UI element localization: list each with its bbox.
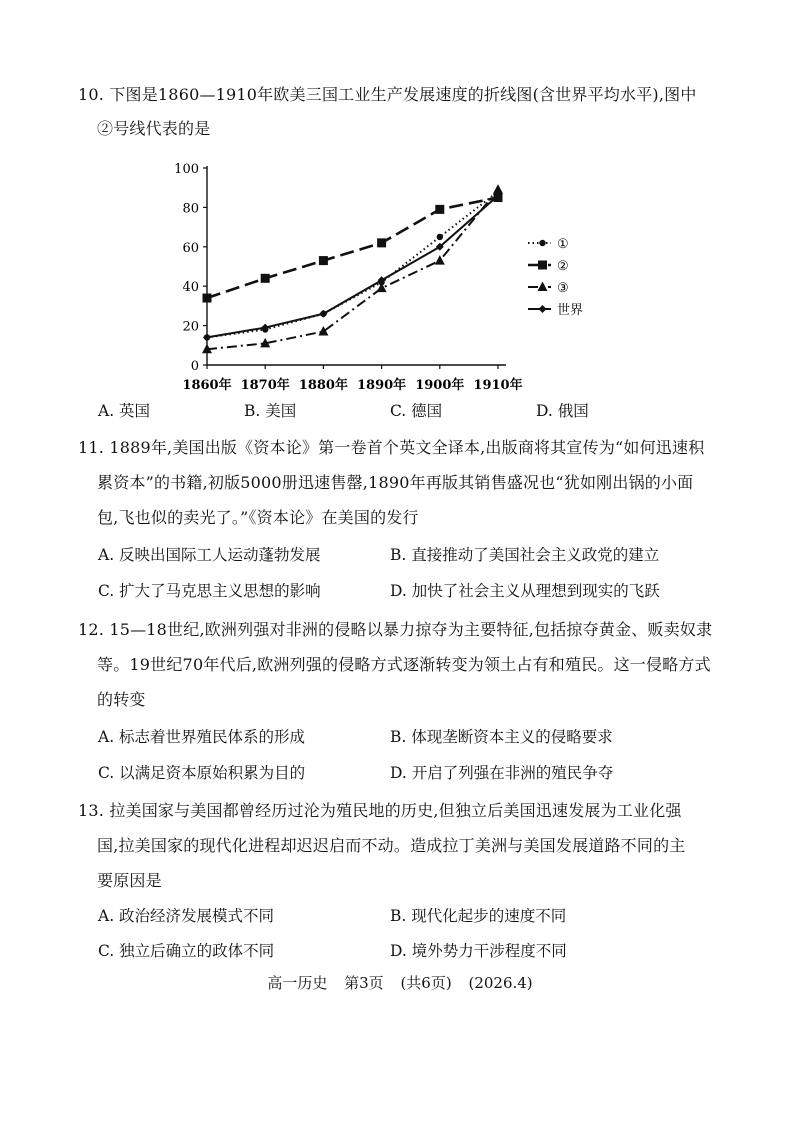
- q12-option-d[interactable]: D. 开启了列强在非洲的殖民争夺: [390, 764, 614, 782]
- page-footer: [0, 972, 800, 993]
- q12-option-c[interactable]: C. 以满足资本原始积累为目的: [98, 764, 306, 782]
- q11-option-a[interactable]: A. 反映出国际工人运动蓬勃发展: [98, 546, 321, 564]
- y-tick-label: 20: [182, 319, 199, 335]
- footer-total-pages: (共6页): [400, 974, 452, 992]
- q10-option-b[interactable]: B. 美国: [244, 402, 297, 420]
- series-4-point: [319, 310, 327, 318]
- legend-marker-1: [539, 240, 545, 246]
- q10-stem-line2: ②号线代表的是: [97, 119, 211, 138]
- y-tick-label: 80: [182, 201, 199, 217]
- q13-option-a[interactable]: A. 政治经济发展模式不同: [98, 907, 275, 925]
- q10-line-chart: [0, 158, 800, 398]
- q12-option-a[interactable]: A. 标志着世界殖民体系的形成: [98, 728, 306, 746]
- q12-stem-line2: 等。19世纪70年代后,欧洲列强的侵略方式逐渐转变为领土占有和殖民。这一侵略方式: [97, 655, 711, 674]
- legend-marker-2: [538, 261, 547, 270]
- series-3-point: [318, 326, 328, 336]
- x-tick-label: 1890年: [357, 378, 407, 393]
- x-tick-label: 1880年: [298, 378, 348, 393]
- q13-stem-line1: 13. 拉美国家与美国都曾经历过沦为殖民地的历史,但独立后美国迅速发展为工业化强: [78, 801, 682, 820]
- series-4-point: [203, 333, 211, 341]
- series-2-point: [377, 238, 386, 247]
- q13-stem-line2: 国,拉美国家的现代化进程却迟迟启而不动。造成拉丁美洲与美国发展道路不同的主: [97, 836, 686, 855]
- q12-stem-line3: 的转变: [97, 690, 146, 709]
- series-line-2: [207, 198, 498, 298]
- footer-date: (2026.4): [468, 974, 533, 992]
- y-tick-label: 60: [182, 240, 199, 256]
- legend-label-1: ①: [557, 237, 569, 252]
- legend-marker-3: [538, 282, 548, 292]
- series-2-point: [261, 274, 270, 283]
- y-tick-label: 40: [182, 280, 199, 296]
- x-tick-label: 1860年: [182, 378, 232, 393]
- footer-course: 高一历史: [267, 974, 328, 992]
- q13-option-b[interactable]: B. 现代化起步的速度不同: [390, 907, 567, 925]
- x-tick-label: 1900年: [415, 378, 465, 393]
- q10-stem-line1: 10. 下图是1860—1910年欧美三国工业生产发展速度的折线图(含世界平均水平),图中: [78, 85, 697, 104]
- q12-stem-line1: 12. 15—18世纪,欧洲列强对非洲的侵略以暴力掠夺为主要特征,包括掠夺黄金、贩卖奴隶: [78, 620, 713, 639]
- q13-option-c[interactable]: C. 独立后确立的政体不同: [98, 942, 275, 960]
- q10-option-d[interactable]: D. 俄国: [536, 402, 589, 420]
- series-2-point: [319, 256, 328, 265]
- series-2-point: [435, 205, 444, 214]
- series-2-point: [203, 294, 212, 303]
- x-tick-label: 1870年: [240, 378, 290, 393]
- series-line-1: [207, 192, 498, 338]
- q11-stem-line1: 11. 1889年,美国出版《资本论》第一卷首个英文全译本,出版商将其宣传为“如何迅速积: [78, 438, 705, 457]
- y-tick-label: 0: [190, 359, 199, 374]
- q13-option-d[interactable]: D. 境外势力干涉程度不同: [390, 942, 567, 960]
- legend-label-2: ②: [557, 259, 569, 274]
- series-1-point: [437, 234, 443, 240]
- legend-label-3: ③: [557, 281, 569, 296]
- q10-option-c[interactable]: C. 德国: [390, 402, 443, 420]
- y-tick-label: 100: [174, 162, 199, 177]
- series-line-4: [207, 196, 498, 338]
- series-line-3: [207, 190, 498, 350]
- q11-option-d[interactable]: D. 加快了社会主义从理想到现实的飞跃: [390, 582, 660, 600]
- legend-label-4: 世界: [557, 303, 584, 318]
- q11-stem-line2: 累资本”的书籍,初版5000册迅速售罄,1890年再版其销售盛况也“犹如刚出锅的小面: [97, 473, 694, 492]
- q10-option-a[interactable]: A. 英国: [98, 402, 151, 420]
- q12-option-b[interactable]: B. 体现垄断资本主义的侵略要求: [390, 728, 613, 746]
- q11-stem-line3: 包,飞也似的卖光了。”《资本论》在美国的发行: [97, 508, 419, 527]
- legend-marker-4: [539, 305, 547, 313]
- q11-option-b[interactable]: B. 直接推动了美国社会主义政党的建立: [390, 546, 660, 564]
- footer-page-number: 第3页: [344, 974, 384, 992]
- x-tick-label: 1910年: [473, 378, 523, 393]
- q11-option-c[interactable]: C. 扩大了马克思主义思想的影响: [98, 582, 321, 600]
- q13-stem-line3: 要原因是: [97, 871, 162, 890]
